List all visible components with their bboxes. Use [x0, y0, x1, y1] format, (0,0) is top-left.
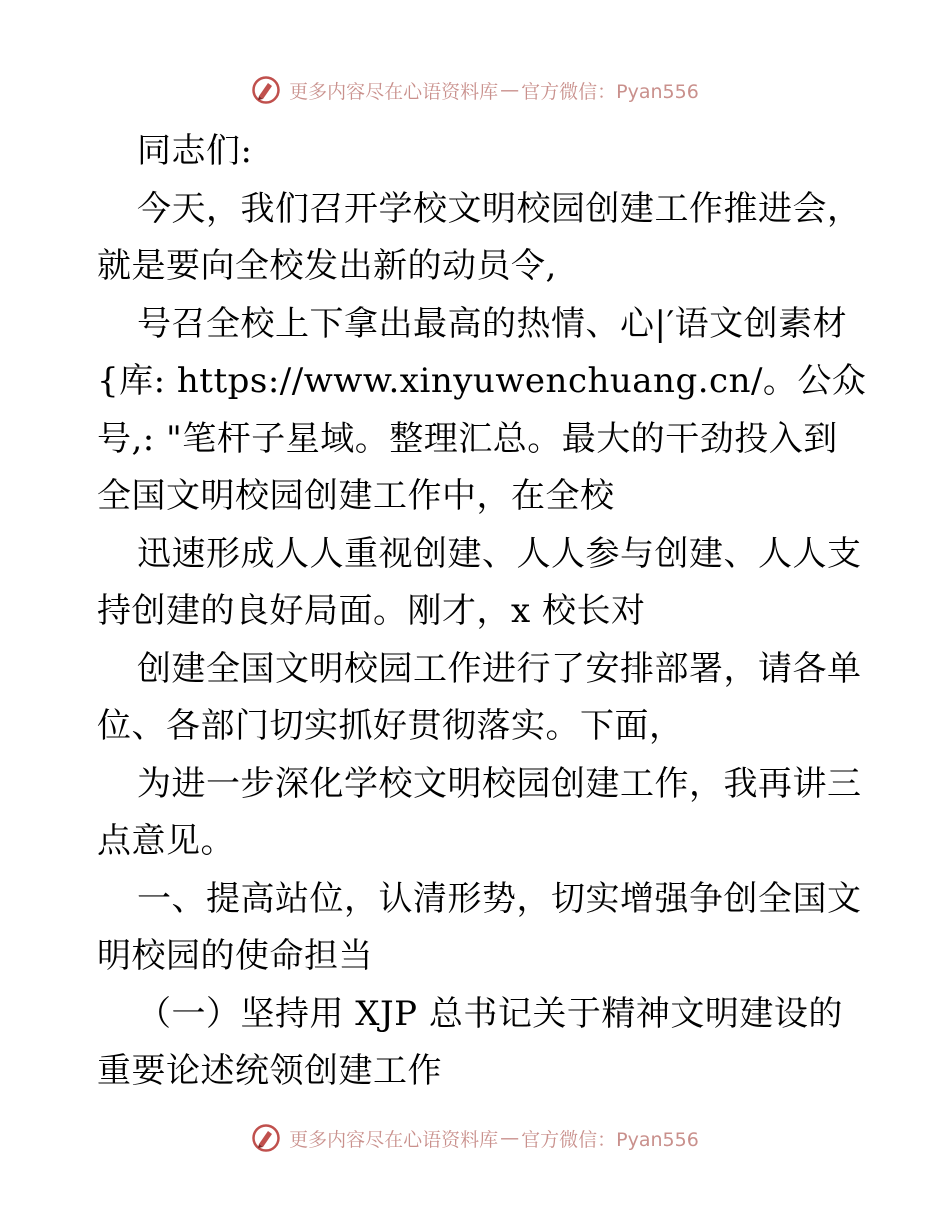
- paragraph-line: 今天，我们召开学校文明校园创建工作推进会，: [137, 188, 862, 229]
- paragraph-line: 创建全国文明校园工作进行了安排部署，请各单: [137, 648, 862, 689]
- paragraph-line: 为进一步深化学校文明校园创建工作，我再讲三: [137, 763, 862, 804]
- footer-watermark: [0, 1118, 950, 1158]
- section-heading-line: 明校园的使命担当: [97, 936, 373, 976]
- document-body: [97, 123, 867, 1101]
- pen-circle-logo-icon: [251, 75, 281, 105]
- paragraph-line: 就是要向全校发出新的动员令,: [97, 246, 557, 286]
- section-heading-line: 一、提高站位，认清形势，切实增强争创全国文: [137, 878, 862, 919]
- paragraph-line: 位、各部门切实抓好贯彻落实。下面，: [97, 706, 684, 746]
- watermark-suffix: 官方微信：Pyan556: [521, 80, 699, 103]
- header-watermark: [0, 70, 950, 110]
- paragraph-line: 号召全校上下拿出最高的热情、心|′语文创素材: [137, 303, 848, 344]
- paragraph-line: 点意见。: [97, 821, 235, 861]
- paragraph-line: 号,: "笔杆子星域。整理汇总。最大的干劲投入到: [97, 418, 838, 459]
- watermark-prefix: 更多内容尽在心语资料库: [289, 1128, 499, 1151]
- subsection-heading-line: 重要论述统领创建工作: [97, 1051, 442, 1091]
- watermark-suffix: 官方微信：Pyan556: [521, 1128, 699, 1151]
- watermark-separator: —: [500, 1127, 520, 1149]
- salutation-line: 同志们:: [137, 131, 253, 171]
- paragraph-line: 持创建的良好局面。刚才，x 校长对: [97, 591, 646, 631]
- subsection-heading-line: （一）坚持用 XJP 总书记关于精神文明建设的: [137, 993, 843, 1034]
- paragraph-line: {库: https://www.xinyuwenchuang.cn/。公众: [97, 361, 867, 401]
- watermark-separator: —: [500, 79, 520, 101]
- paragraph-line: 迅速形成人人重视创建、人人参与创建、人人支: [137, 533, 862, 574]
- paragraph-line: 全国文明校园创建工作中，在全校: [97, 476, 615, 516]
- pen-circle-logo-icon: [251, 1123, 281, 1153]
- watermark-prefix: 更多内容尽在心语资料库: [289, 80, 499, 103]
